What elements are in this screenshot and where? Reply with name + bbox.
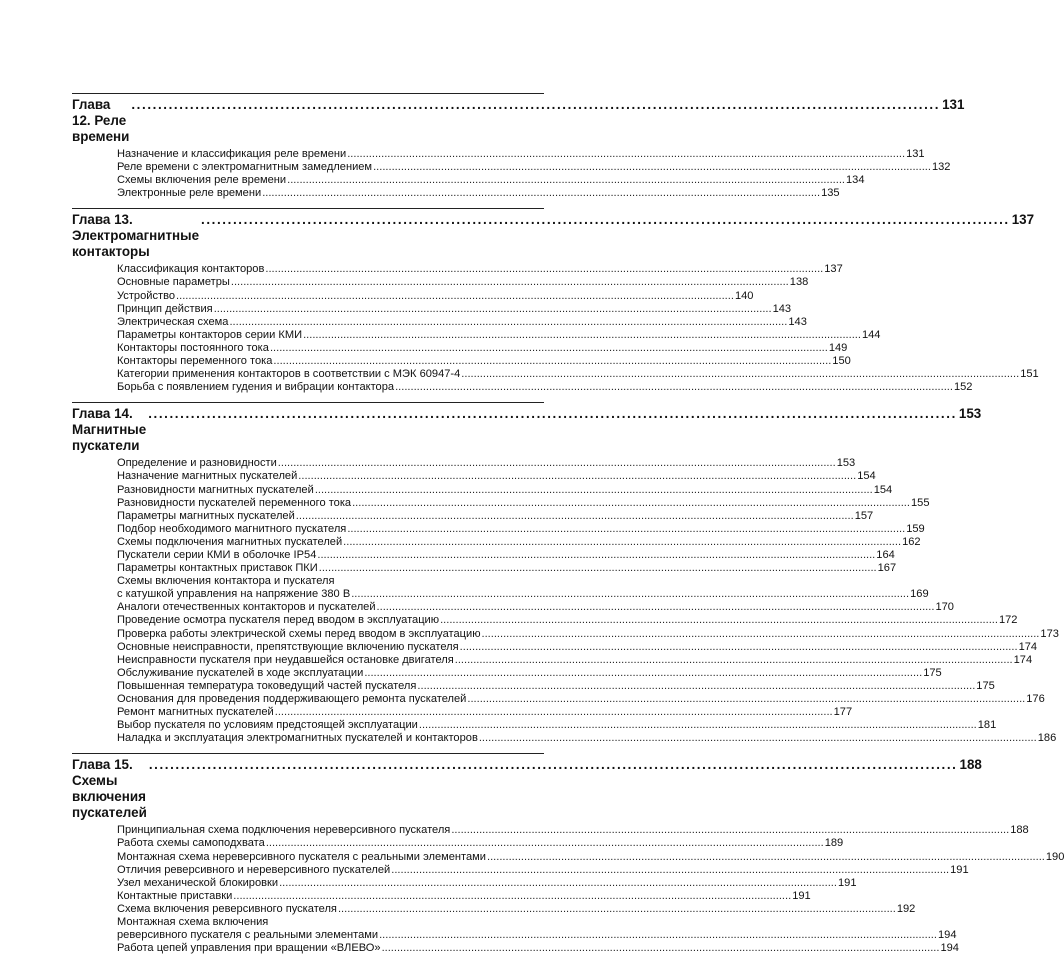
toc-entry-title: Параметры контакторов серии КМИ bbox=[117, 328, 303, 341]
toc-entry-page-number: 189 bbox=[824, 837, 844, 850]
toc-entry-title: Схемы включения реле времени bbox=[117, 174, 287, 187]
dot-leader bbox=[319, 562, 877, 575]
dot-leader bbox=[377, 601, 935, 614]
dot-leader bbox=[343, 536, 901, 549]
toc-entry-title: Схема включения реверсивного пускателя bbox=[117, 902, 337, 915]
toc-entry[interactable] bbox=[117, 368, 1039, 381]
toc-entry-page-number: 164 bbox=[876, 548, 895, 561]
toc-entry-page-number: 188 bbox=[1010, 824, 1029, 837]
toc-entry-title: Параметры контактных приставок ПКИ bbox=[117, 562, 318, 575]
toc-entry[interactable] bbox=[117, 470, 876, 483]
dot-leader bbox=[382, 942, 940, 955]
toc-entry[interactable] bbox=[117, 614, 1018, 627]
dot-leader bbox=[315, 484, 873, 497]
chapter-title: Глава 15. Схемы включения пускателей bbox=[72, 757, 147, 821]
toc-entry-title: с катушкой управления на напряжение 380 В bbox=[117, 588, 351, 601]
toc-entry[interactable] bbox=[117, 457, 856, 470]
toc-entry-page-number: 177 bbox=[833, 706, 853, 719]
toc-entry-title: Схемы подключения магнитных пускателей bbox=[117, 535, 343, 548]
dot-leader bbox=[440, 614, 998, 627]
toc-entry[interactable] bbox=[117, 666, 942, 680]
chapter-entries bbox=[72, 263, 1039, 394]
toc-entry[interactable] bbox=[117, 876, 857, 890]
toc-entry-title: Повышенная температура токоведущий частей пускателя bbox=[117, 679, 417, 692]
toc-entry[interactable] bbox=[117, 562, 897, 575]
toc-entry[interactable] bbox=[117, 548, 895, 562]
dot-leader bbox=[317, 549, 875, 562]
toc-entry[interactable] bbox=[117, 850, 1064, 864]
toc-entry-page-number: 137 bbox=[824, 263, 843, 276]
toc-entry-page-number: 181 bbox=[977, 719, 997, 732]
toc-entry[interactable] bbox=[117, 653, 1033, 667]
toc-entry-title: Назначение магнитных пускателей bbox=[117, 470, 298, 483]
toc-entry[interactable] bbox=[117, 929, 957, 942]
chapter-page-number: 153 bbox=[958, 406, 982, 422]
toc-entry-page-number: 150 bbox=[832, 355, 851, 368]
chapter-heading[interactable] bbox=[72, 402, 982, 454]
toc-entry[interactable] bbox=[117, 837, 844, 850]
toc-entry-page-number: 149 bbox=[828, 341, 848, 354]
toc-entry[interactable] bbox=[117, 916, 544, 929]
toc-entry[interactable] bbox=[117, 148, 925, 161]
toc-entry-title: Наладка и эксплуатация электромагнитных пускателей и контакторов bbox=[117, 732, 478, 745]
toc-entry-title: реверсивного пускателя с реальными элементами bbox=[117, 929, 379, 942]
toc-entry[interactable] bbox=[117, 289, 754, 303]
toc-entry-title: Электрическая схема bbox=[117, 315, 229, 328]
toc-entry-page-number: 170 bbox=[935, 601, 954, 614]
toc-entry-title: Проведение осмотра пускателя перед вводом в эксплуатацию bbox=[117, 614, 440, 627]
dot-leader bbox=[266, 837, 824, 850]
toc-entry[interactable] bbox=[117, 276, 809, 289]
toc-entry[interactable] bbox=[117, 496, 930, 510]
toc-entry-title: Основные параметры bbox=[117, 276, 230, 289]
toc-entry-page-number: 153 bbox=[836, 457, 856, 470]
dot-leader bbox=[262, 187, 820, 200]
toc-entry[interactable] bbox=[117, 824, 1029, 837]
toc-entry-page-number: 191 bbox=[837, 876, 857, 889]
toc-entry-title: Контакторы переменного тока bbox=[117, 355, 273, 368]
dot-leader bbox=[364, 667, 922, 680]
toc-entry-page-number: 159 bbox=[906, 522, 925, 535]
toc-entry[interactable] bbox=[117, 942, 959, 955]
chapter-page-number: 137 bbox=[1011, 212, 1035, 228]
toc-entry-page-number: 175 bbox=[976, 679, 995, 692]
toc-entry-page-number: 154 bbox=[873, 483, 893, 496]
toc-entry-title: Отличия реверсивного и нереверсивного пускателей bbox=[117, 863, 391, 876]
toc-entry-page-number: 190 bbox=[1045, 850, 1064, 863]
dot-leader bbox=[303, 329, 861, 342]
chapter-heading[interactable] bbox=[72, 208, 1035, 260]
toc-entry[interactable] bbox=[117, 706, 853, 719]
chapter-title: Глава 14. Магнитные пускатели bbox=[72, 406, 147, 454]
toc-entry-title: Ремонт магнитных пускателей bbox=[117, 706, 274, 719]
toc-entry[interactable] bbox=[117, 601, 954, 614]
dot-leader bbox=[373, 161, 931, 174]
dot-leader bbox=[265, 263, 823, 276]
toc-entry-title: Классификация контакторов bbox=[117, 263, 265, 276]
toc-entry-page-number: 162 bbox=[902, 535, 921, 548]
toc-entry[interactable] bbox=[117, 889, 811, 903]
toc-entry-page-number: 192 bbox=[896, 902, 916, 915]
dot-leader bbox=[461, 368, 1019, 381]
toc-entry[interactable] bbox=[117, 863, 969, 877]
toc-entry-title: Подбор необходимого магнитного пускателя bbox=[117, 522, 347, 535]
toc-entry-title: Контактные приставки bbox=[117, 889, 233, 902]
dot-leader bbox=[233, 890, 791, 903]
toc-entry-page-number: 167 bbox=[877, 562, 897, 575]
dot-leader bbox=[296, 510, 854, 523]
dot-leader bbox=[229, 316, 787, 329]
toc-entry[interactable] bbox=[117, 328, 881, 342]
toc-entry[interactable] bbox=[117, 693, 1045, 706]
table-of-contents bbox=[72, 93, 1064, 955]
toc-entry[interactable] bbox=[117, 627, 1059, 641]
toc-entry-page-number: 173 bbox=[1040, 627, 1059, 640]
dot-leader bbox=[148, 406, 957, 422]
dot-leader bbox=[460, 641, 1018, 654]
dot-leader bbox=[347, 148, 905, 161]
toc-entry-page-number: 152 bbox=[953, 381, 973, 394]
toc-entry-page-number: 172 bbox=[998, 614, 1018, 627]
dot-leader bbox=[298, 470, 856, 483]
toc-entry-title: Пускатели серии КМИ в оболочке IP54 bbox=[117, 548, 317, 561]
toc-entry-page-number: 191 bbox=[950, 863, 969, 876]
toc-entry[interactable] bbox=[117, 381, 973, 394]
toc-entry[interactable] bbox=[117, 509, 874, 523]
toc-entry-title: Принцип действия bbox=[117, 302, 213, 315]
toc-entry-title: Электронные реле времени bbox=[117, 187, 262, 200]
dot-leader bbox=[201, 212, 1010, 228]
toc-entry[interactable] bbox=[117, 341, 848, 355]
toc-entry-page-number: 138 bbox=[789, 276, 809, 289]
dot-leader bbox=[338, 903, 896, 916]
dot-leader bbox=[479, 732, 1037, 745]
toc-entry[interactable] bbox=[117, 640, 1038, 654]
toc-entry-title: Устройство bbox=[117, 289, 176, 302]
chapter-entries bbox=[72, 148, 951, 200]
toc-entry[interactable] bbox=[117, 483, 893, 497]
chapter-heading[interactable] bbox=[72, 93, 965, 145]
toc-entry-page-number: 135 bbox=[821, 187, 840, 200]
toc-entry-page-number: 169 bbox=[910, 588, 929, 601]
toc-entry-title: Монтажная схема включения bbox=[117, 916, 269, 929]
toc-entry-page-number: 132 bbox=[931, 161, 951, 174]
chapter-page-number: 131 bbox=[942, 97, 965, 112]
toc-entry-title: Разновидности магнитных пускателей bbox=[117, 483, 314, 496]
toc-entry[interactable] bbox=[117, 174, 865, 187]
toc-entry[interactable] bbox=[117, 355, 851, 368]
dot-leader bbox=[417, 680, 975, 693]
toc-entry-page-number: 143 bbox=[788, 315, 807, 328]
dot-leader bbox=[231, 276, 789, 289]
toc-entry-title: Борьба с появлением гудения и вибрации контактора bbox=[117, 381, 395, 394]
toc-entry[interactable] bbox=[117, 588, 929, 601]
dot-leader bbox=[352, 497, 910, 510]
dot-leader bbox=[391, 864, 949, 877]
toc-entry-title: Выбор пускателя по условиям предстоящей эксплуатации bbox=[117, 719, 418, 732]
toc-entry-title: Основания для проведения поддерживающего ремонта пускателей bbox=[117, 693, 467, 705]
toc-entry[interactable] bbox=[117, 315, 807, 329]
toc-entry-page-number: 151 bbox=[1020, 368, 1039, 381]
toc-entry-title: Реле времени с электромагнитным замедлением bbox=[117, 161, 373, 174]
dot-leader bbox=[149, 757, 958, 773]
toc-entry-title: Схемы включения контактора и пускателя bbox=[117, 575, 335, 588]
toc-entry-page-number: 175 bbox=[923, 666, 942, 679]
toc-entry-title: Монтажная схема нереверсивного пускателя с реальными элементами bbox=[117, 850, 486, 863]
toc-entry-title: Узел механической блокировки bbox=[117, 876, 279, 889]
toc-entry-title: Работа цепей управления при вращении «ВЛЕВО» bbox=[117, 942, 381, 955]
toc-entry[interactable] bbox=[117, 719, 997, 732]
toc-entry-page-number: 143 bbox=[772, 302, 792, 315]
toc-entry-title: Работа схемы самоподхвата bbox=[117, 837, 265, 850]
toc-entry[interactable] bbox=[117, 263, 843, 276]
toc-entry-page-number: 140 bbox=[734, 289, 754, 302]
toc-entry-page-number: 155 bbox=[910, 496, 930, 509]
chapter-title: Глава 12. Реле времени bbox=[72, 97, 130, 144]
toc-entry[interactable] bbox=[117, 187, 840, 200]
toc-entry[interactable] bbox=[117, 732, 1057, 745]
toc-entry-page-number: 174 bbox=[1018, 640, 1038, 653]
toc-entry-page-number: 154 bbox=[857, 470, 876, 483]
toc-entry-title: Проверка работы электрической схемы перед вводом в эксплуатацию bbox=[117, 627, 481, 640]
chapter-page-number: 188 bbox=[959, 757, 982, 773]
dot-leader bbox=[351, 588, 909, 601]
dot-leader bbox=[270, 342, 828, 355]
chapter-entries bbox=[72, 457, 1059, 745]
toc-entry-title: Категории применения контакторов в соответствии с МЭК 60947-4 bbox=[117, 368, 461, 381]
dot-leader bbox=[487, 851, 1045, 864]
dot-leader bbox=[131, 97, 940, 113]
toc-entry-title: Обслуживание пускателей в ходе эксплуатации bbox=[117, 666, 364, 679]
toc-entry-title: Разновидности пускателей переменного тока bbox=[117, 496, 352, 509]
toc-entry-title: Назначение и классификация реле времени bbox=[117, 148, 347, 160]
dot-leader bbox=[451, 824, 1009, 837]
toc-entry-title: Принципиальная схема подключения нереверсивного пускателя bbox=[117, 824, 451, 837]
toc-entry-title: Основные неисправности, препятствующие включению пускателя bbox=[117, 640, 459, 653]
dot-leader bbox=[455, 654, 1013, 667]
toc-entry-title: Параметры магнитных пускателей bbox=[117, 509, 295, 522]
toc-entry[interactable] bbox=[117, 902, 916, 916]
toc-entry[interactable] bbox=[117, 161, 951, 174]
dot-leader bbox=[275, 706, 833, 719]
dot-leader bbox=[395, 381, 953, 394]
toc-entry-title: Аналоги отечественных контакторов и пускателей bbox=[117, 601, 376, 614]
toc-entry[interactable] bbox=[117, 575, 544, 588]
toc-entry-title: Определение и разновидности bbox=[117, 457, 277, 470]
toc-entry-page-number: 144 bbox=[861, 328, 881, 341]
toc-entry-page-number: 191 bbox=[792, 889, 811, 902]
dot-leader bbox=[273, 355, 831, 368]
toc-entry-page-number: 134 bbox=[846, 174, 865, 187]
dot-leader bbox=[278, 457, 836, 470]
toc-entry-page-number: 176 bbox=[1026, 693, 1045, 705]
dot-leader bbox=[279, 877, 837, 890]
toc-entry-title: Контакторы постоянного тока bbox=[117, 341, 269, 354]
chapter-title: Глава 13. Электромагнитные контакторы bbox=[72, 212, 200, 260]
toc-entry[interactable] bbox=[117, 679, 995, 693]
dot-leader bbox=[347, 523, 905, 536]
dot-leader bbox=[176, 290, 734, 303]
toc-entry-page-number: 194 bbox=[940, 942, 959, 955]
toc-entry-page-number: 131 bbox=[906, 148, 925, 160]
toc-entry-page-number: 157 bbox=[854, 509, 874, 522]
dot-leader bbox=[482, 628, 1040, 641]
toc-entry-page-number: 186 bbox=[1037, 732, 1057, 745]
dot-leader bbox=[214, 303, 772, 316]
toc-entry[interactable] bbox=[117, 302, 792, 316]
dot-leader bbox=[379, 929, 937, 942]
dot-leader bbox=[467, 693, 1025, 706]
chapter-heading[interactable] bbox=[72, 753, 982, 821]
toc-entry[interactable] bbox=[117, 535, 921, 549]
toc-entry-title: Неисправности пускателя при неудавшейся остановке двигателя bbox=[117, 653, 454, 666]
chapter-entries bbox=[72, 824, 1064, 955]
toc-entry[interactable] bbox=[117, 522, 925, 536]
toc-entry-page-number: 174 bbox=[1013, 653, 1033, 666]
toc-entry-page-number: 194 bbox=[937, 929, 957, 942]
dot-leader bbox=[419, 719, 977, 732]
dot-leader bbox=[287, 174, 845, 187]
